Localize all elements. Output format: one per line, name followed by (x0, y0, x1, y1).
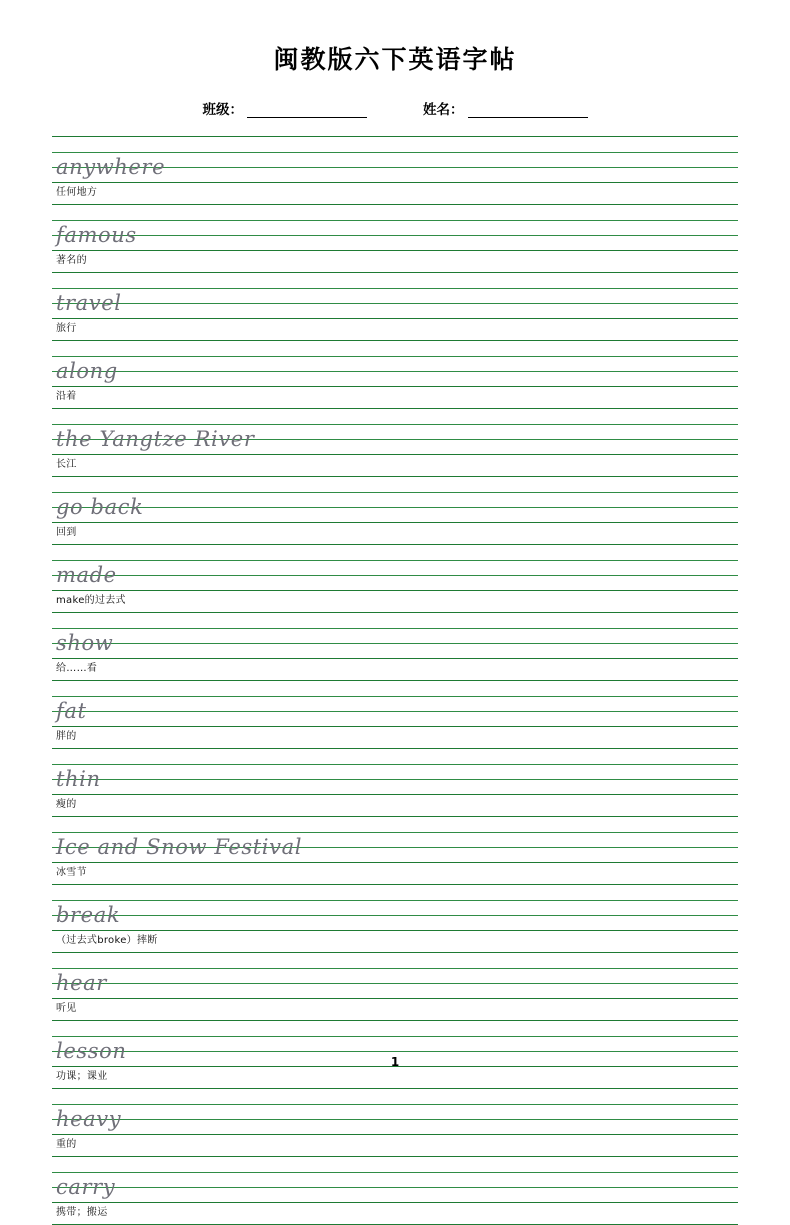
vocabulary-entry (52, 680, 738, 748)
vocabulary-word: made (56, 563, 117, 587)
writing-staff[interactable] (52, 1156, 738, 1203)
writing-staff[interactable] (52, 544, 738, 591)
vocabulary-entry (52, 272, 738, 340)
writing-staff[interactable] (52, 340, 738, 387)
writing-staff[interactable] (52, 1088, 738, 1135)
vocabulary-meaning: 胖的 (56, 731, 77, 742)
page-number: 1 (390, 1055, 400, 1069)
writing-staff[interactable] (52, 136, 738, 183)
vocabulary-entry (52, 816, 738, 884)
class-field-label: 班级： (202, 102, 243, 118)
vocabulary-meaning: 重的 (56, 1139, 77, 1150)
vocabulary-word: Ice and Snow Festival (56, 835, 303, 859)
vocabulary-word: heavy (56, 1107, 122, 1131)
vocabulary-word: the Yangtze River (56, 427, 255, 451)
vocabulary-meaning: 回到 (56, 527, 77, 538)
vocabulary-word: travel (56, 291, 122, 315)
vocabulary-entry (52, 612, 738, 680)
vocabulary-entry (52, 1156, 738, 1224)
vocabulary-entry (52, 748, 738, 816)
writing-staff[interactable] (52, 748, 738, 795)
vocabulary-word: famous (56, 223, 137, 247)
vocabulary-word: fat (56, 699, 87, 723)
name-field-blank[interactable] (468, 104, 588, 118)
vocabulary-entry (52, 1088, 738, 1156)
vocabulary-word: show (56, 631, 114, 655)
vocabulary-meaning: 给……看 (56, 663, 98, 674)
vocabulary-word: along (56, 359, 118, 383)
name-field[interactable] (423, 98, 588, 118)
vocabulary-word: go back (56, 495, 144, 519)
vocabulary-meaning: 著名的 (56, 255, 87, 266)
vocabulary-meaning: （过去式broke）摔断 (56, 935, 158, 946)
vocabulary-word: break (56, 903, 121, 927)
class-field[interactable] (203, 98, 368, 118)
writing-staff[interactable] (52, 204, 738, 251)
vocabulary-meaning: 听见 (56, 1003, 77, 1014)
vocabulary-entry (52, 136, 738, 204)
vocabulary-meaning: 旅行 (56, 323, 77, 334)
vocabulary-word: lesson (56, 1039, 127, 1063)
page-title: 闽教版六下英语字帖 (273, 45, 517, 74)
writing-staff[interactable] (52, 884, 738, 931)
vocabulary-meaning: 长江 (56, 459, 77, 470)
vocabulary-meaning: 沿着 (56, 391, 77, 402)
writing-staff[interactable] (52, 476, 738, 523)
vocabulary-entry (52, 204, 738, 272)
vocabulary-word: thin (56, 767, 101, 791)
vocabulary-entry (52, 1020, 738, 1088)
vocabulary-meaning: 功课；课业 (56, 1071, 108, 1082)
writing-staff[interactable] (52, 680, 738, 727)
writing-staff[interactable] (52, 272, 738, 319)
vocabulary-meaning: 瘦的 (56, 799, 77, 810)
vocabulary-meaning: make的过去式 (56, 595, 126, 606)
vocabulary-meaning: 任何地方 (56, 187, 98, 198)
vocabulary-entry (52, 952, 738, 1020)
vocabulary-word: anywhere (56, 155, 166, 179)
vocabulary-entry (52, 544, 738, 612)
vocabulary-word: carry (56, 1175, 116, 1199)
vocabulary-meaning: 冰雪节 (56, 867, 87, 878)
writing-staff[interactable] (52, 612, 738, 659)
vocabulary-word: hear (56, 971, 107, 995)
student-info-row (0, 98, 790, 118)
vocabulary-entry (52, 884, 738, 952)
vocabulary-entry (52, 408, 738, 476)
vocabulary-entry (52, 340, 738, 408)
vocabulary-entry (52, 476, 738, 544)
writing-staff[interactable] (52, 408, 738, 455)
class-field-blank[interactable] (247, 104, 367, 118)
name-field-label: 姓名： (423, 102, 464, 118)
vocabulary-meaning: 携带；搬运 (56, 1207, 108, 1218)
writing-staff[interactable] (52, 816, 738, 863)
writing-staff[interactable] (52, 952, 738, 999)
